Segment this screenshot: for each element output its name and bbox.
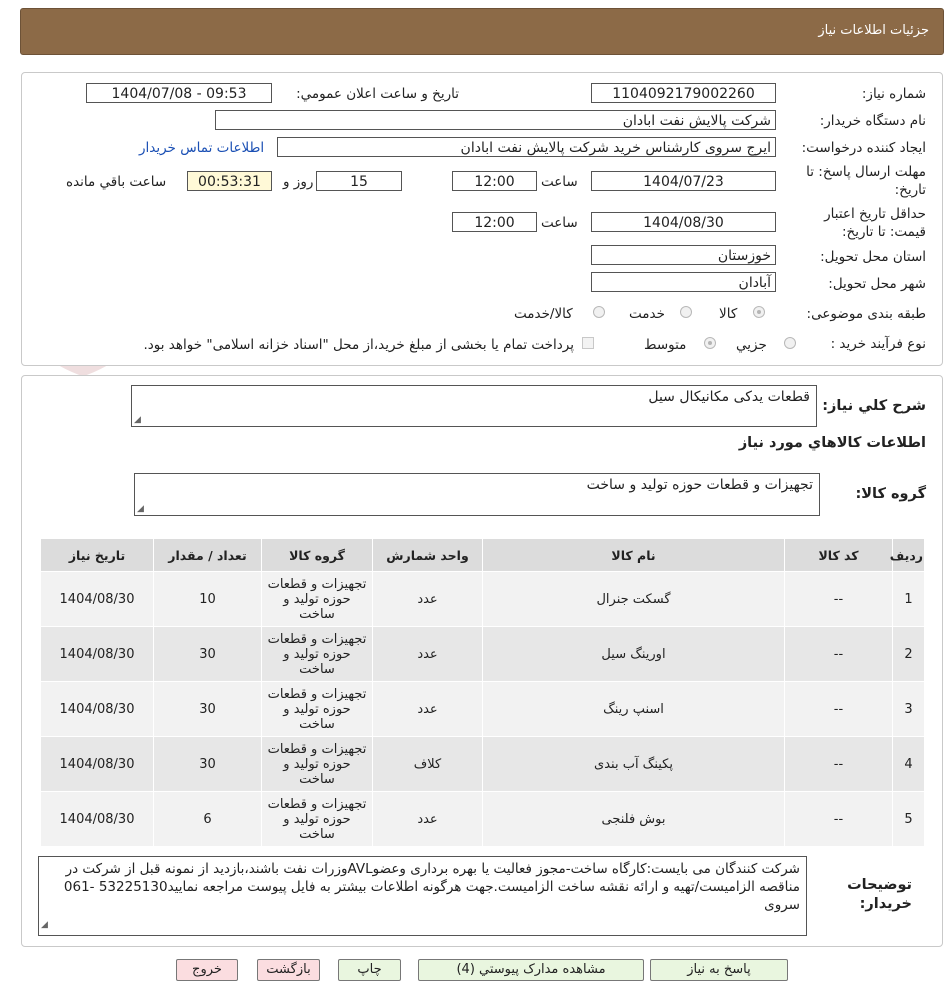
row-name: اسنپ رينگ	[483, 682, 785, 737]
buyer-notes-label-line1: توضيحات	[847, 877, 912, 893]
row-code: --	[785, 737, 893, 792]
process-type-label: نوع فرآيند خريد :	[830, 336, 926, 352]
deadline-time-label: ساعت	[541, 174, 578, 190]
table-row	[41, 792, 925, 847]
page-title: جزئیات اطلاعات نیاز	[818, 23, 929, 38]
category-label: طبقه بندی موضوعی:	[806, 306, 926, 322]
deadline-date-field: 1404/07/23	[591, 171, 776, 191]
process-minor-radio[interactable]	[784, 337, 796, 349]
row-group: تجهيزات و قطعات حوزه توليد و ساخت	[262, 627, 373, 682]
row-index: 5	[893, 792, 925, 847]
row-quantity: 30	[154, 682, 262, 737]
announce-date-field: 1404/07/08 - 09:53	[86, 83, 272, 103]
general-description-text: قطعات يدکی مکانيکال سيل	[648, 389, 810, 405]
validity-label-line2: قيمت: تا تاريخ:	[842, 224, 926, 240]
table-row	[41, 737, 925, 792]
process-medium-label: متوسط	[644, 337, 687, 353]
exit-button[interactable]: خروج	[176, 959, 238, 981]
row-index: 4	[893, 737, 925, 792]
row-code: --	[785, 682, 893, 737]
row-index: 3	[893, 682, 925, 737]
treasury-payment-checkbox[interactable]	[582, 337, 594, 349]
row-group: تجهيزات و قطعات حوزه توليد و ساخت	[262, 572, 373, 627]
row-name: اورينگ سيل	[483, 627, 785, 682]
validity-date-field: 1404/08/30	[591, 212, 776, 232]
row-index: 1	[893, 572, 925, 627]
buyer-org-field: شرکت پالايش نفت ابادان	[215, 110, 776, 130]
row-date: 1404/08/30	[41, 682, 154, 737]
buyer-notes-text: شرکت کنندگان می بايست:کارگاه ساخت-مجوز فعاليت يا بهره برداری وعضوAVLوزرات نفت باشند،بازديد از نمونه قبل از شرکت در مناقصه الزاميست/تهيه و ارائه نقشه ساخت الزاميست.جهت هرگونه اطلاعات بيشتر به فايل پيوست مراجعه نماييد53225130 -061 سروی	[63, 861, 800, 913]
general-description-label: شرح كلي نياز:	[822, 398, 926, 414]
buyer-notes-label-line2: خريدار:	[859, 896, 912, 912]
row-quantity: 30	[154, 627, 262, 682]
category-service-radio[interactable]	[680, 306, 692, 318]
announce-date-label: تاریخ و ساعت اعلان عمومي:	[296, 86, 459, 102]
resize-grip-icon[interactable]: ◢	[137, 504, 144, 514]
row-date: 1404/08/30	[41, 737, 154, 792]
process-minor-label: جزيي	[736, 337, 767, 353]
row-quantity: 10	[154, 572, 262, 627]
buyer-notes-field	[38, 856, 807, 936]
resize-grip-icon[interactable]: ◢	[134, 415, 141, 425]
requester-label: ايجاد كننده درخواست:	[801, 140, 926, 156]
table-row	[41, 572, 925, 627]
goods-group-field	[134, 473, 820, 516]
validity-time-label: ساعت	[541, 215, 578, 231]
row-unit: كلاف	[373, 737, 483, 792]
col-header-index: رديف	[893, 539, 925, 572]
row-code: --	[785, 792, 893, 847]
time-remaining-field: 00:53:31	[187, 171, 272, 191]
requester-field: ايرج سروی کارشناس خريد شرکت پالايش نفت ابادان	[277, 137, 776, 157]
table-row	[41, 682, 925, 737]
row-group: تجهيزات و قطعات حوزه توليد و ساخت	[262, 682, 373, 737]
resize-grip-icon[interactable]: ◢	[41, 920, 48, 930]
row-unit: عدد	[373, 792, 483, 847]
row-quantity: 30	[154, 737, 262, 792]
row-date: 1404/08/30	[41, 627, 154, 682]
validity-time-field: 12:00	[452, 212, 537, 232]
row-quantity: 6	[154, 792, 262, 847]
row-code: --	[785, 627, 893, 682]
category-goods-service-radio[interactable]	[593, 306, 605, 318]
row-group: تجهيزات و قطعات حوزه توليد و ساخت	[262, 792, 373, 847]
table-header-row	[41, 539, 925, 572]
table-row	[41, 627, 925, 682]
col-header-unit: واحد شمارش	[373, 539, 483, 572]
buyer-org-label: نام دستگاه خريدار:	[819, 113, 926, 129]
goods-table	[40, 538, 925, 847]
row-name: گسکت جنرال	[483, 572, 785, 627]
deadline-time-field: 12:00	[452, 171, 537, 191]
goods-group-text: تجهيزات و قطعات حوزه توليد و ساخت	[586, 477, 813, 493]
col-header-group: گروه كالا	[262, 539, 373, 572]
page-header	[20, 8, 944, 55]
category-goods-radio[interactable]	[753, 306, 765, 318]
process-medium-radio[interactable]	[704, 337, 716, 349]
print-button[interactable]: چاپ	[338, 959, 401, 981]
goods-info-heading: اطلاعات كالاهاي مورد نياز	[738, 435, 926, 451]
col-header-code: کد کالا	[785, 539, 893, 572]
row-index: 2	[893, 627, 925, 682]
row-code: --	[785, 572, 893, 627]
deadline-label-line1: مهلت ارسال پاسخ: تا	[806, 164, 926, 180]
row-unit: عدد	[373, 572, 483, 627]
row-unit: عدد	[373, 682, 483, 737]
city-field: آبادان	[591, 272, 776, 292]
need-number-field: 1104092179002260	[591, 83, 776, 103]
time-remaining-label: ساعت باقي مانده	[66, 174, 167, 190]
category-service-label: خدمت	[629, 306, 665, 322]
row-group: تجهيزات و قطعات حوزه توليد و ساخت	[262, 737, 373, 792]
col-header-date: تاريخ نياز	[41, 539, 154, 572]
days-label: روز و	[283, 174, 314, 190]
row-unit: عدد	[373, 627, 483, 682]
days-remaining-field: 15	[316, 171, 402, 191]
reply-button[interactable]: پاسخ به نياز	[650, 959, 788, 981]
city-label: شهر محل تحويل:	[828, 276, 926, 292]
back-button[interactable]: بازگشت	[257, 959, 320, 981]
province-label: استان محل تحويل:	[820, 249, 926, 265]
need-number-label: شماره نیاز:	[861, 86, 926, 102]
attachments-button[interactable]: مشاهده مدارک پيوستي (4)	[418, 959, 644, 981]
col-header-quantity: تعداد / مقدار	[154, 539, 262, 572]
goods-group-label: گروه كالا:	[855, 486, 926, 502]
row-date: 1404/08/30	[41, 792, 154, 847]
validity-label-line1: حداقل تاريخ اعتبار	[824, 206, 926, 222]
province-field: خوزستان	[591, 245, 776, 265]
general-description-field	[131, 385, 817, 427]
buyer-contact-link[interactable]: اطلاعات تماس خريدار	[139, 140, 265, 156]
deadline-label-line2: تاريخ:	[894, 182, 926, 198]
treasury-payment-text: پرداخت تمام يا بخشی از مبلغ خريد،از محل "اسناد خزانه اسلامی" خواهد بود.	[143, 337, 574, 353]
row-name: بوش فلنجی	[483, 792, 785, 847]
category-goods-service-label: كالا/خدمت	[514, 306, 573, 322]
row-name: پکينگ آب بندی	[483, 737, 785, 792]
category-goods-label: كالا	[719, 306, 738, 322]
col-header-name: نام كالا	[483, 539, 785, 572]
row-date: 1404/08/30	[41, 572, 154, 627]
